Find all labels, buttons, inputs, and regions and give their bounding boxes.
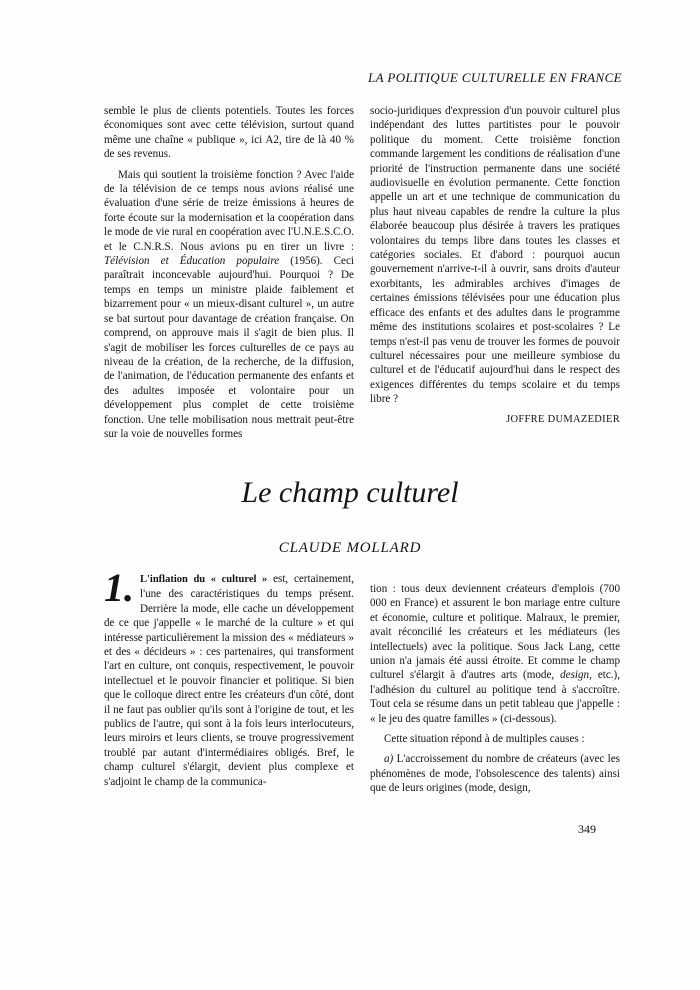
text-span: Mais qui soutient la troisième fonction ? Avec l'aide de la télévision de ce temps nous avions réalisé une évaluation d'une série de treize émissions à heures de forte écoute sur la modernisation et la coopération dans le mode de vie rural en coopération avec l'U.N.E.S.C.O. et le C.N.R.S. Nous avions pu en tirer un livre : bbox=[104, 168, 354, 253]
section-number: 1. bbox=[104, 565, 134, 610]
bottom-left-column bbox=[104, 565, 355, 795]
page-number: 349 bbox=[578, 822, 596, 836]
paragraph: socio-juridiques d'expression d'un pouvoir culturel plus indépendant des luttes partitistes pour le pouvoir politique du moment. Cette troisième fonction commande largement les conditions de réalisation d'une priorité de l'instruction permanente dans une société audiovisuelle en évolution permanente. Cette fonction appelle un art et une technique de communication du plus haut niveau capables de rendre la culture la plus élaborée beaucoup plus désirée à travers les pratiques volontaires du temps libre dans toutes les classes et catégories sociales. Et d'abord : pourquoi aucun gouvernement n'arrive-t-il à ouvrir, sans droits d'auteur exorbitants, les admirables archives d'images de certaines émissions télévisées pour une éducation plus efficace des enfants et des adultes dans le programme même des institutions scolaires et post-scolaires ? Le temps n'est-il pas venu de trouver les formes de pouvoir culturel nécessaires pour une meilleure symbiose du culturel et de l'éducatif aujourd'hui dans le respect des exigences différentes du temps scolaire et du temps libre ? bbox=[370, 105, 620, 406]
paragraph bbox=[104, 565, 355, 789]
book-title: Télévision et Éducation populaire bbox=[104, 255, 280, 268]
paragraph bbox=[370, 752, 620, 795]
article-author: CLAUDE MOLLARD bbox=[278, 540, 422, 556]
text-span: , etc.), l'adhésion du culturel au politique tend à s'accroître. Tout cela se résume dans un petit tableau que j'appelle : « le jeu des quatre familles » (ci-dessous). bbox=[370, 669, 620, 725]
top-left-column bbox=[104, 104, 354, 447]
paragraph bbox=[104, 168, 354, 442]
lead-in: L'inflation du « culturel » bbox=[140, 574, 268, 585]
italic-term: design bbox=[560, 669, 590, 682]
text-span: L'accroissement du nombre de créateurs (avec les phénomènes de mode, l'obsolescence des talents) ainsi que de leurs origines (mode, design, bbox=[370, 753, 620, 795]
paragraph: semble le plus de clients potentiels. Toutes les forces économiques sont avec cette télévision, surtout quand même une chaîne « publique », ici A2, tire de là 40 % de ses revenus. bbox=[104, 105, 354, 161]
text-span: (1956). Ceci paraîtrait inconcevable aujourd'hui. Pourquoi ? De temps en temps un ministre plaide faiblement et bizarrement pour « un mieux-disant culturel », un autre se bat surtout pour davantage de création française. On comprend, on approuve mais il s'agit de bien plus. Il s'agit de mobiliser les forces culturelles de ce pays au niveau de la création, de la recherche, de la diffusion, de l'animation, de l'éducation permanente des enfants et des adultes imposée et volontaire pour un développement plus complet de cette troisième fonction. Une telle mobilisation nous mettrait peut-être sur la voie de nouvelles formes bbox=[104, 255, 354, 440]
running-head: LA POLITIQUE CULTURELLE EN FRANCE bbox=[368, 70, 622, 85]
text-span: tion : tous deux deviennent créateurs d'emplois (700 000 en France) et assurent le bon mariage entre culture et économie, culture et politique. Malraux, le premier, avait réconcilié les créateurs et les médiateurs (les intellectuels) avec la politique. Sous Jack Lang, cette union n'a jamais été aussi étroite. Et comme le champ culturel s'élargit à d'autres arts (mode, bbox=[370, 583, 620, 682]
text-span: est, certainement, l'une des caractéristiques du temps présent. Derrière la mode, elle cache un développement de ce que j'appelle « le marché de la culture » et qui intéresse particulièrement la mission des « médiateurs » et des « décideurs » : ces partenaires, qui transforment l'art en culture, ont conquis, respectivement, le pouvoir intellectuel et le pouvoir financier et politique. Si bien que le colloque direct entre les créateurs d'un côté, dont il ne faut pas oublier qu'ils sont à l'origine de tout, et les publics de l'autre, qui sont à la fois leurs interlocuteurs, leurs miroirs et leurs clients, se trouve progressivement troublé par autant d'intermédiaires obligés. Bref, le champ culturel s'élargit, devient plus complexe et s'adjoint le champ de la communica- bbox=[104, 573, 355, 788]
paragraph: Cette situation répond à de multiples causes : bbox=[384, 733, 585, 746]
author-signature: JOFFRE DUMAZEDIER bbox=[506, 413, 620, 425]
paragraph bbox=[370, 582, 620, 726]
bottom-right-column bbox=[370, 582, 620, 802]
section-title: Le champ culturel bbox=[241, 476, 459, 509]
list-label: a) bbox=[384, 753, 394, 766]
top-right-column bbox=[370, 104, 620, 427]
